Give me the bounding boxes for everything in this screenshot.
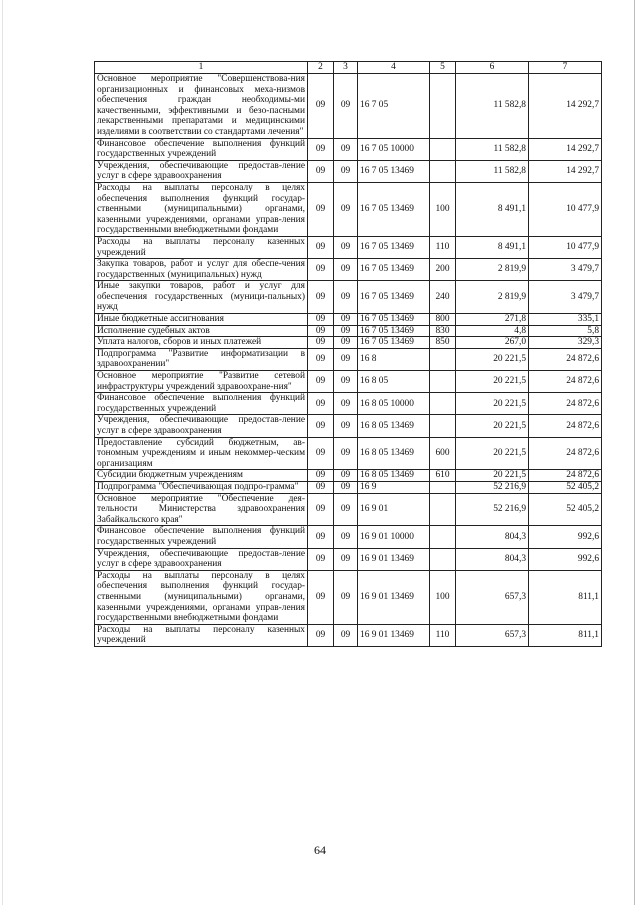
row-col-3: 09 [334, 325, 358, 337]
row-kind [430, 348, 456, 370]
row-sum-1: 804,3 [456, 526, 529, 548]
row-name: Основное мероприятие "Совершенствова-ния организационных и финансовых меха-низмов обеспечения граждан необходимы-ми качественными, эффективными и безо-пасными лекарственными препаратами и медицинскими изделиями в соответствии со стандартами лечения" [95, 74, 308, 139]
row-kind: 830 [430, 325, 456, 337]
row-sum-2: 10 477,9 [529, 236, 602, 258]
row-kind [430, 160, 456, 182]
page-number: 64 [314, 843, 326, 857]
header-cell: 6 [456, 62, 529, 74]
row-sum-2: 811,1 [529, 624, 602, 646]
row-sum-2: 329,3 [529, 337, 602, 349]
row-sum-2: 24 872,6 [529, 371, 602, 393]
row-col-3: 09 [334, 393, 358, 415]
row-kind: 100 [430, 570, 456, 624]
row-name: Расходы на выплаты персоналу в целях обеспечения выполнения функций государ-ственными (муниципальными) органами, казенными учреждениями, органами управ-ления государственными внебюджетными фондами [95, 570, 308, 624]
row-name: Учреждения, обеспечивающие предостав-ление услуг в сфере здравоохранения [95, 160, 308, 182]
row-col-2: 09 [308, 371, 334, 393]
row-col-3: 09 [334, 348, 358, 370]
row-col-2: 09 [308, 348, 334, 370]
row-code: 16 9 01 13469 [358, 570, 430, 624]
row-col-2: 09 [308, 393, 334, 415]
row-col-2: 09 [308, 481, 334, 493]
table-row [95, 259, 602, 281]
row-kind: 240 [430, 281, 456, 314]
row-name: Расходы на выплаты персоналу в целях обеспечения выполнения функций государ-ственными (муниципальными) органами, казенными учреждениями, органами управ-ления государственными внебюджетными фондами [95, 182, 308, 236]
row-sum-2: 335,1 [529, 314, 602, 326]
row-col-2: 09 [308, 470, 334, 482]
row-kind: 110 [430, 624, 456, 646]
row-name: Учреждения, обеспечивающие предостав-ление услуг в сфере здравоохранения [95, 548, 308, 570]
row-sum-2: 24 872,6 [529, 437, 602, 470]
table-row [95, 393, 602, 415]
row-sum-2: 24 872,6 [529, 415, 602, 437]
table-row [95, 415, 602, 437]
table-row [95, 281, 602, 314]
row-sum-2: 52 405,2 [529, 481, 602, 493]
row-sum-1: 11 582,8 [456, 74, 529, 139]
row-col-3: 09 [334, 281, 358, 314]
row-code: 16 8 05 13469 [358, 415, 430, 437]
row-code: 16 8 05 10000 [358, 393, 430, 415]
row-code: 16 7 05 13469 [358, 337, 430, 349]
row-col-3: 09 [334, 160, 358, 182]
row-sum-2: 24 872,6 [529, 470, 602, 482]
header-cell: 5 [430, 62, 456, 74]
row-col-2: 09 [308, 314, 334, 326]
row-sum-1: 804,3 [456, 548, 529, 570]
row-kind [430, 493, 456, 526]
row-col-2: 09 [308, 281, 334, 314]
row-col-2: 09 [308, 437, 334, 470]
row-sum-2: 992,6 [529, 548, 602, 570]
row-col-2: 09 [308, 624, 334, 646]
table-row [95, 160, 602, 182]
row-code: 16 9 01 13469 [358, 548, 430, 570]
row-code: 16 7 05 [358, 74, 430, 139]
header-cell: 2 [308, 62, 334, 74]
header-cell: 4 [358, 62, 430, 74]
row-col-2: 09 [308, 259, 334, 281]
row-col-2: 09 [308, 138, 334, 160]
table-row [95, 371, 602, 393]
row-sum-2: 24 872,6 [529, 393, 602, 415]
row-col-3: 09 [334, 437, 358, 470]
row-kind [430, 415, 456, 437]
row-col-2: 09 [308, 182, 334, 236]
row-name: Субсидии бюджетным учреждениям [95, 470, 308, 482]
row-sum-1: 657,3 [456, 624, 529, 646]
row-name: Исполнение судебных актов [95, 325, 308, 337]
table-row [95, 138, 602, 160]
table-row [95, 470, 602, 482]
row-name: Основное мероприятие "Обеспечение дея-тельности Министерства здравоохранения Забайкальского края" [95, 493, 308, 526]
row-kind: 850 [430, 337, 456, 349]
row-code: 16 9 01 13469 [358, 624, 430, 646]
row-col-2: 09 [308, 548, 334, 570]
row-sum-2: 3 479,7 [529, 259, 602, 281]
row-name: Финансовое обеспечение выполнения функций государственных учреждений [95, 526, 308, 548]
row-code: 16 8 05 13469 [358, 437, 430, 470]
row-kind: 600 [430, 437, 456, 470]
row-col-3: 09 [334, 548, 358, 570]
row-sum-2: 14 292,7 [529, 160, 602, 182]
row-name: Закупка товаров, работ и услуг для обеспе-чения государственных (муниципальных) нужд [95, 259, 308, 281]
row-col-2: 09 [308, 325, 334, 337]
scan-edge-right [634, 0, 635, 905]
row-col-3: 09 [334, 415, 358, 437]
row-kind [430, 138, 456, 160]
row-sum-1: 267,0 [456, 337, 529, 349]
table-row [95, 236, 602, 258]
row-sum-1: 4,8 [456, 325, 529, 337]
row-sum-2: 992,6 [529, 526, 602, 548]
header-row [95, 62, 602, 74]
row-col-3: 09 [334, 481, 358, 493]
row-code: 16 7 05 13469 [358, 281, 430, 314]
row-kind: 610 [430, 470, 456, 482]
row-kind: 800 [430, 314, 456, 326]
row-sum-2: 811,1 [529, 570, 602, 624]
row-col-3: 09 [334, 337, 358, 349]
row-col-3: 09 [334, 138, 358, 160]
row-col-3: 09 [334, 314, 358, 326]
row-sum-1: 2 819,9 [456, 259, 529, 281]
row-col-3: 09 [334, 74, 358, 139]
row-kind [430, 526, 456, 548]
table-row [95, 74, 602, 139]
row-sum-1: 11 582,8 [456, 160, 529, 182]
row-name: Иные закупки товаров, работ и услуг для обеспечения государственных (муници-пальных) нужд [95, 281, 308, 314]
row-name: Финансовое обеспечение выполнения функций государственных учреждений [95, 138, 308, 160]
row-sum-2: 3 479,7 [529, 281, 602, 314]
row-kind [430, 371, 456, 393]
row-code: 16 7 05 13469 [358, 236, 430, 258]
row-col-3: 09 [334, 493, 358, 526]
row-sum-1: 271,8 [456, 314, 529, 326]
table-row [95, 548, 602, 570]
row-sum-2: 10 477,9 [529, 182, 602, 236]
row-code: 16 8 [358, 348, 430, 370]
row-col-3: 09 [334, 570, 358, 624]
row-kind [430, 548, 456, 570]
row-col-2: 09 [308, 493, 334, 526]
row-kind: 200 [430, 259, 456, 281]
row-col-3: 09 [334, 624, 358, 646]
row-kind: 100 [430, 182, 456, 236]
row-sum-2: 24 872,6 [529, 348, 602, 370]
scan-edge-left [2, 0, 3, 905]
row-sum-2: 52 405,2 [529, 493, 602, 526]
row-sum-1: 20 221,5 [456, 371, 529, 393]
row-sum-1: 8 491,1 [456, 182, 529, 236]
row-kind [430, 393, 456, 415]
row-code: 16 9 01 10000 [358, 526, 430, 548]
row-sum-1: 20 221,5 [456, 393, 529, 415]
header-cell: 7 [529, 62, 602, 74]
row-col-2: 09 [308, 160, 334, 182]
row-col-3: 09 [334, 236, 358, 258]
row-sum-1: 2 819,9 [456, 281, 529, 314]
row-name: Предоставление субсидий бюджетным, ав-тономным учреждениям и иным некоммер-ческим организациям [95, 437, 308, 470]
row-sum-1: 20 221,5 [456, 470, 529, 482]
row-kind [430, 481, 456, 493]
table-row [95, 493, 602, 526]
row-name: Уплата налогов, сборов и иных платежей [95, 337, 308, 349]
row-code: 16 7 05 13469 [358, 182, 430, 236]
row-sum-1: 52 216,9 [456, 493, 529, 526]
row-name: Учреждения, обеспечивающие предостав-ление услуг в сфере здравоохранения [95, 415, 308, 437]
row-sum-1: 657,3 [456, 570, 529, 624]
row-sum-1: 20 221,5 [456, 437, 529, 470]
row-col-2: 09 [308, 415, 334, 437]
row-name: Основное мероприятие "Развитие сетевой инфраструктуры учреждений здравоохране-ния" [95, 371, 308, 393]
header-cell: 3 [334, 62, 358, 74]
row-col-2: 09 [308, 337, 334, 349]
row-code: 16 7 05 13469 [358, 160, 430, 182]
row-col-3: 09 [334, 182, 358, 236]
row-name: Расходы на выплаты персоналу казенных учреждений [95, 624, 308, 646]
row-sum-1: 8 491,1 [456, 236, 529, 258]
row-kind [430, 74, 456, 139]
table-row [95, 481, 602, 493]
row-name: Расходы на выплаты персоналу казенных учреждений [95, 236, 308, 258]
row-code: 16 7 05 13469 [358, 259, 430, 281]
row-col-2: 09 [308, 236, 334, 258]
row-col-3: 09 [334, 470, 358, 482]
table-row [95, 624, 602, 646]
row-sum-1: 20 221,5 [456, 415, 529, 437]
row-sum-1: 20 221,5 [456, 348, 529, 370]
row-code: 16 8 05 [358, 371, 430, 393]
row-sum-2: 14 292,7 [529, 138, 602, 160]
table-row [95, 570, 602, 624]
table-row [95, 325, 602, 337]
row-sum-1: 52 216,9 [456, 481, 529, 493]
row-code: 16 7 05 13469 [358, 314, 430, 326]
row-sum-2: 5,8 [529, 325, 602, 337]
table-body [95, 74, 602, 647]
row-col-2: 09 [308, 526, 334, 548]
table-row [95, 526, 602, 548]
row-code: 16 9 01 [358, 493, 430, 526]
row-name: Подпрограмма "Обеспечивающая подпро-грамма" [95, 481, 308, 493]
row-code: 16 7 05 10000 [358, 138, 430, 160]
row-col-3: 09 [334, 371, 358, 393]
row-kind: 110 [430, 236, 456, 258]
table-row [95, 337, 602, 349]
row-col-3: 09 [334, 526, 358, 548]
row-col-2: 09 [308, 570, 334, 624]
table-row [95, 182, 602, 236]
row-code: 16 8 05 13469 [358, 470, 430, 482]
header-cell: 1 [95, 62, 308, 74]
row-code: 16 7 05 13469 [358, 325, 430, 337]
row-name: Иные бюджетные ассигнования [95, 314, 308, 326]
table-row [95, 314, 602, 326]
row-name: Подпрограмма "Развитие информатизации в здравоохранении" [95, 348, 308, 370]
row-code: 16 9 [358, 481, 430, 493]
row-col-2: 09 [308, 74, 334, 139]
row-sum-2: 14 292,7 [529, 74, 602, 139]
table-row [95, 437, 602, 470]
budget-table [94, 61, 602, 647]
row-col-3: 09 [334, 259, 358, 281]
table-row [95, 348, 602, 370]
row-sum-1: 11 582,8 [456, 138, 529, 160]
row-name: Финансовое обеспечение выполнения функций государственных учреждений [95, 393, 308, 415]
